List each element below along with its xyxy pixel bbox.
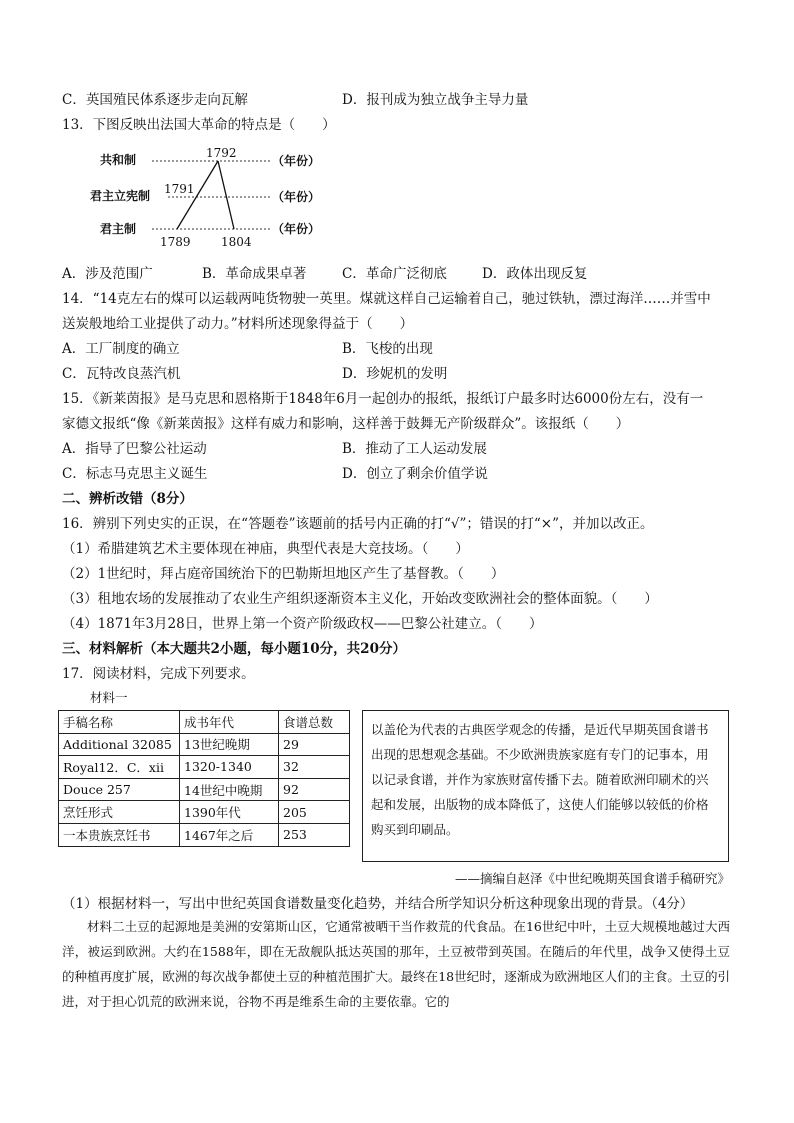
q16-item-2: （2）1世纪时，拜占庭帝国统治下的巴勒斯坦地区产生了基督教。（ ） — [62, 566, 505, 582]
q15-option-d: D．创立了剩余价值学说 — [342, 466, 488, 482]
q12-option-d: D．报刊成为独立战争主导力量 — [342, 92, 529, 108]
table-cell: 92 — [279, 778, 350, 801]
q17-subquestion-1: （1）根据材料一，写出中世纪英国食谱数量变化趋势，并结合所学知识分析这种现象出现的背景。（4分） — [62, 896, 694, 912]
material1-text-box: 以盖伦为代表的古典医学观念的传播，是近代早期英国食谱书出现的思想观念基础。不少欧洲贵族家庭有专门的记事本，用以记录食谱，并作为家族财富传播下去。随着欧洲印刷术的兴起和发展，出版物的成本降低了，这使人们能够以较低的价格购买到印刷品。 — [362, 710, 729, 862]
q13-option-c: C．革命广泛彻底 — [342, 266, 447, 282]
q16-item-3: （3）租地农场的发展推动了农业生产组织逐渐资本主义化，开始改变欧洲社会的整体面貌。（ ） — [62, 591, 658, 607]
diagram-axis-unit: （年份） — [272, 190, 321, 204]
diagram-label-constitutional: 君主立宪制 — [90, 189, 151, 203]
section3-title: 三、材料解析（本大题共2小题，每小题10分，共20分） — [62, 641, 406, 657]
table-cell: 14世纪中晚期 — [180, 778, 279, 801]
q13-diagram — [90, 142, 340, 252]
diagram-axis-unit: （年份） — [272, 222, 321, 236]
table-cell: Royal12．C．xii — [59, 756, 180, 779]
table-cell: 1390年代 — [180, 801, 279, 824]
q15-option-a: A．指导了巴黎公社运动 — [62, 441, 207, 457]
table-row — [59, 756, 350, 779]
q14-option-d: D．珍妮机的发明 — [342, 366, 448, 382]
q14-option-a: A．工厂制度的确立 — [62, 341, 180, 357]
q13-option-b: B．革命成果卓著 — [202, 266, 307, 282]
q16-stem: 16．辨别下列史实的正误，在“答题卷”该题前的括号内正确的打“√”；错误的打“×”，并加以改正。 — [62, 516, 654, 532]
table-cell: 烹饪形式 — [59, 801, 180, 824]
table-header: 食谱总数 — [279, 711, 350, 734]
table-cell: 13世纪晚期 — [180, 733, 279, 756]
q13-option-d: D．政体出现反复 — [482, 266, 588, 282]
q17-stem: 17．阅读材料，完成下列要求。 — [62, 666, 255, 682]
table-cell: 253 — [279, 823, 350, 846]
table-row — [59, 801, 350, 824]
q15-stem-line1: 15．《新莱茵报》是马克思和恩格斯于1848年6月一起创办的报纸，报纸订户最多时达6000份左右，没有一 — [62, 391, 704, 407]
table-header: 成书年代 — [180, 711, 279, 734]
diagram-year-1792: 1792 — [206, 146, 237, 160]
diagram-line-fall — [218, 161, 234, 229]
q16-item-1: （1）希腊建筑艺术主要体现在神庙，典型代表是大竞技场。（ ） — [62, 541, 469, 557]
table-cell: 32 — [279, 756, 350, 779]
q12-option-c: C．英国殖民体系逐步走向瓦解 — [62, 92, 248, 108]
q15-option-b: B．推动了工人运动发展 — [342, 441, 487, 457]
section2-title: 二、辨析改错（8分） — [62, 491, 193, 507]
table-cell: 一本贵族烹饪书 — [59, 823, 180, 846]
table-row — [59, 778, 350, 801]
q15-option-c: C．标志马克思主义诞生 — [62, 466, 208, 482]
q13-stem: 13．下图反映出法国大革命的特点是（ ） — [62, 117, 336, 133]
diagram-year-1804: 1804 — [221, 235, 252, 249]
material1-label: 材料一 — [90, 690, 128, 705]
material1-source: ——摘编自赵泽《中世纪晚期英国食谱手稿研究》 — [454, 871, 730, 886]
table-cell: 29 — [279, 733, 350, 756]
recipe-manuscript-table — [58, 710, 350, 847]
material2-text: 材料二土豆的起源地是美洲的安第斯山区，它通常被晒干当作救荒的代食品。在16世纪中叶，土豆大规模地越过大西洋，被运到欧洲。大约在1588年，即在无敌舰队抵达英国的那年，土豆被带到英国。在随后的年代里，战争又使得土豆的种植再度扩展，欧洲的每次战争都使土豆的种植范围扩大。最终在18世纪时，逐渐成为欧洲地区人们的主食。土豆的引进，对于担心饥荒的欧洲来说，谷物不再是维系生命的主要依靠。它的 — [62, 919, 730, 1009]
table-cell: Douce 257 — [59, 778, 180, 801]
q13-option-a: A．涉及范围广 — [62, 266, 153, 282]
table-cell: 205 — [279, 801, 350, 824]
q15-stem-line2: 家德文报纸“像《新莱茵报》这样有威力和影响，这样善于鼓舞无产阶级群众”。该报纸（ ） — [62, 416, 630, 432]
q14-option-b: B．飞梭的出现 — [342, 341, 433, 357]
diagram-axis-unit: （年份） — [272, 154, 321, 168]
q14-option-c: C．瓦特改良蒸汽机 — [62, 366, 181, 382]
table-row — [59, 733, 350, 756]
diagram-label-republic: 共和制 — [100, 153, 137, 167]
q16-item-4: （4）1871年3月28日，世界上第一个资产阶级政权——巴黎公社建立。（ ） — [62, 616, 543, 632]
table-header: 手稿名称 — [59, 711, 180, 734]
diagram-label-monarchy: 君主制 — [100, 222, 137, 236]
table-row — [59, 823, 350, 846]
diagram-year-1791: 1791 — [164, 182, 195, 196]
table-cell: Additional 32085 — [59, 733, 180, 756]
table-header-row — [59, 711, 350, 734]
table-cell: 1320-1340 — [180, 756, 279, 779]
table-cell: 1467年之后 — [180, 823, 279, 846]
diagram-year-1789: 1789 — [160, 235, 191, 249]
q14-stem-line2: 送炭般地给工业提供了动力。”材料所述现象得益于（ ） — [62, 316, 414, 332]
q14-stem-line1: 14．“14克左右的煤可以运载两吨货物驶一英里。煤就这样自己运输着自己，驰过铁轨，漂过海洋……并雪中 — [62, 291, 711, 307]
